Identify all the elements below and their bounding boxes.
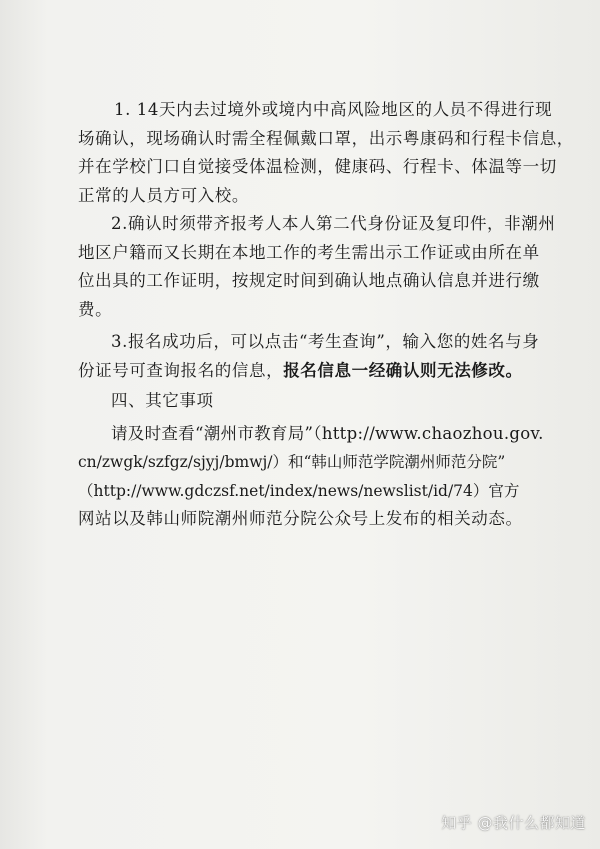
section-4-heading — [78, 387, 538, 416]
item-2-line-3: 位出具的工作证明，按规定时间到确认地点确认信息并进行缴 — [78, 271, 540, 290]
document-body — [78, 96, 574, 534]
section-4-line-1: 请及时查看“潮州市教育局”（http://www.chaozhou.gov. — [111, 423, 544, 443]
item-2-paragraph — [78, 210, 556, 324]
section-4-title: 四、其它事项 — [111, 391, 214, 410]
item-3-paragraph — [78, 328, 538, 385]
item-1-continuation — [78, 125, 574, 211]
item-2-line-1: 2.确认时须带齐报考人本人第二代身份证及复印件，非潮州 — [111, 214, 556, 233]
item-1-line-4: 正常的人员方可入校。 — [78, 185, 249, 205]
item-3-line-2 — [78, 357, 538, 386]
item-1-line-2: 场确认，现场确认时需全程佩戴口罩，出示粤康码和行程卡信息， — [78, 128, 574, 148]
item-1-paragraph — [114, 96, 553, 125]
section-4-line-2: cn/zwgk/szfgz/sjyj/bmwj/）和“韩山师范学院潮州师范分院” — [78, 453, 506, 471]
item-2-line-4: 费。 — [78, 299, 113, 319]
section-4-line-3: （http://www.gdczsf.net/index/news/newslist/id/74）官方 — [78, 481, 520, 500]
item-1-line-1: 1. 14天内去过境外或境内中高风险地区的人员不得进行现 — [114, 100, 553, 119]
item-1-line-3: 并在学校门口自觉接受体温检测，健康码、行程卡、体温等一切 — [78, 157, 557, 176]
item-3-line-2-text: 份证号可查询报名的信息， — [78, 360, 284, 380]
section-4-line-4: 网站以及韩山师院潮州师范分院公众号上发布的相关动态。 — [78, 509, 523, 528]
item-2-line-2: 地区户籍而又长期在本地工作的考生需出示工作证或由所在单 — [78, 242, 540, 262]
zhihu-watermark: 知乎 @我什么都知道 — [441, 814, 586, 832]
item-3-line-1: 3.报名成功后，可以点击“考生查询”，输入您的姓名与身 — [111, 332, 540, 351]
item-3-bold-notice: 报名信息一经确认则无法修改。 — [283, 360, 523, 380]
section-4-paragraph — [78, 420, 544, 534]
